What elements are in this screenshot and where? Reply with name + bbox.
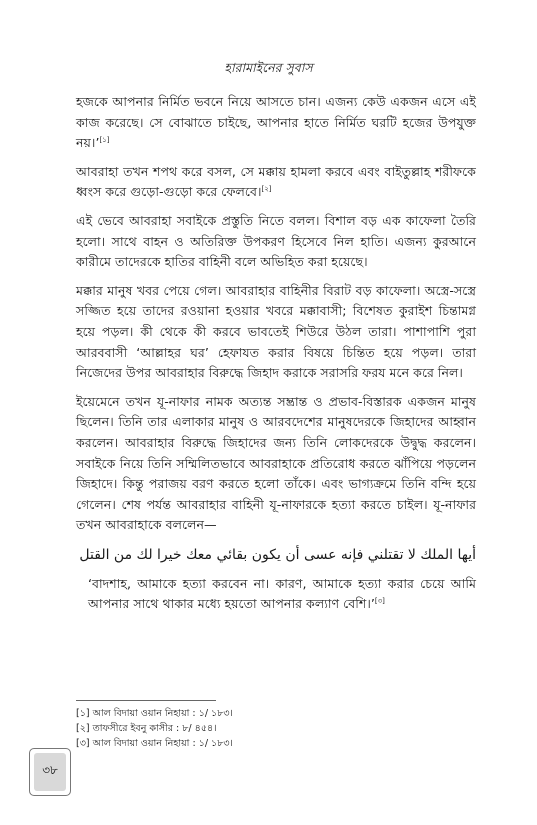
paragraph-2: আবরাহা তখন শপথ করে বসল, সে মক্কায় হামলা করবে এবং বাইতুল্লাহ শরীফকে ধ্বংস করে গুড়ো-গুড়ো করে ফেলবে।[২] bbox=[76, 163, 476, 200]
footnote-1: [১] আল বিদায়া ওয়ান নিহায়া : ১/ ১৮৩। bbox=[76, 708, 233, 719]
paragraph-3: এই ভেবে আবরাহা সবাইকে প্রস্তুতি নিতে বলল। বিশাল বড় এক কাফেলা তৈরি হলো। সাথে বাহন ও অতিরিক্ত উপকরণ হিসেবে নিল হাতি। এজন্য কুরআনে কারীমে তাদেরকে হাতির বাহিনী বলে অভিহিত করা হয়েছে। bbox=[76, 212, 476, 270]
quote-translation: ‘বাদশাহ, আমাকে হত্যা করবেন না। কারণ, আমাকে হত্যা করার চেয়ে আমি আপনার সাথে থাকার মধ্যে হয়তো আপনার কল্যাণ বেশি।’[৩] bbox=[88, 575, 476, 612]
footnote-ref-1[interactable]: [১] bbox=[99, 136, 110, 144]
paragraph-5: ইয়েমেনে তখন যূ-নাফার নামক অত্যন্ত সম্ভ্রান্ত ও প্রভাব-বিস্তারক একজন মানুষ ছিলেন। তিনি তার এলাকার মানুষ ও আরবদেশের মানুষদেরকে জিহাদের আহ্বান করলেন। আবরাহার বিরুদ্ধে জিহাদের জন্য তিনি লোকদেরকে উদ্বুদ্ধ করলেন। সবাইকে নিয়ে তিনি সম্মিলিতভাবে আবরাহাকে প্রতিরোধ করতে ঝাঁপিয়ে পড়লেন জিহাদে। কিন্তু পরাজয় বরণ করতে হলো তাঁকে। এবং ভাগ্যক্রমে তিনি বন্দি হয়ে গেলেন। শেষ পর্যন্ত আবরাহার বাহিনী যূ-নাফারকে হত্যা করতে চাইল। যূ-নাফার তখন আবরাহাকে বললেন— bbox=[76, 393, 476, 533]
footnote-2: [২] তাফসীরে ইবনু কাসীর : ৮/ ৪৫৪। bbox=[76, 723, 217, 734]
page-body bbox=[76, 92, 476, 615]
footnote-3: [৩] আল বিদায়া ওয়ান নিহায়া : ১/ ১৮৩। bbox=[76, 738, 233, 749]
footnote-ref-2[interactable]: [২] bbox=[261, 185, 272, 194]
page-number: ৩৮ bbox=[34, 753, 66, 791]
arabic-quote: أيها الملك لا تقتلني فإنه عسى أن يكون بقائي معك خيرا لك من القتل bbox=[79, 546, 476, 563]
footnote-ref-3[interactable]: [৩] bbox=[374, 597, 385, 606]
paragraph-4: মক্কার মানুষ খবর পেয়ে গেল। আবরাহার বাহিনীর বিরাট বড় কাফেলা। অস্ত্রে-সস্ত্রে সজ্জিত হয়ে তাদের রওয়ানা হওয়ার খবরে মক্কাবাসী; বিশেষত কুরাইশ চিন্তামগ্ন হয়ে পড়ল। কী থেকে কী করবে ভাবতেই শিউরে উঠল তারা। পাশাপাশি পুরা আরববাসী ‘আল্লাহর ঘর’ হেফাযত করার বিষয়ে চিন্তিত হয়ে পড়ল। তারা নিজেদের উপর আবরাহার বিরুদ্ধে জিহাদ করাকে সরাসরি ফরয মনে করে নিল। bbox=[76, 282, 476, 381]
running-header: হারামাইনের সুবাস bbox=[224, 60, 313, 75]
footnote-divider bbox=[76, 700, 216, 701]
footnotes bbox=[76, 706, 476, 751]
page-number-box bbox=[29, 748, 71, 796]
paragraph-1: হজকে আপনার নির্মিত ভবনে নিয়ে আসতে চান। এজন্য কেউ একজন এসে এই কাজ করেছে। সে বোঝাতে চাইছে, আপনার হাতে নির্মিত ঘরটি হজের উপযুক্ত নয়।’[১] bbox=[76, 94, 476, 151]
